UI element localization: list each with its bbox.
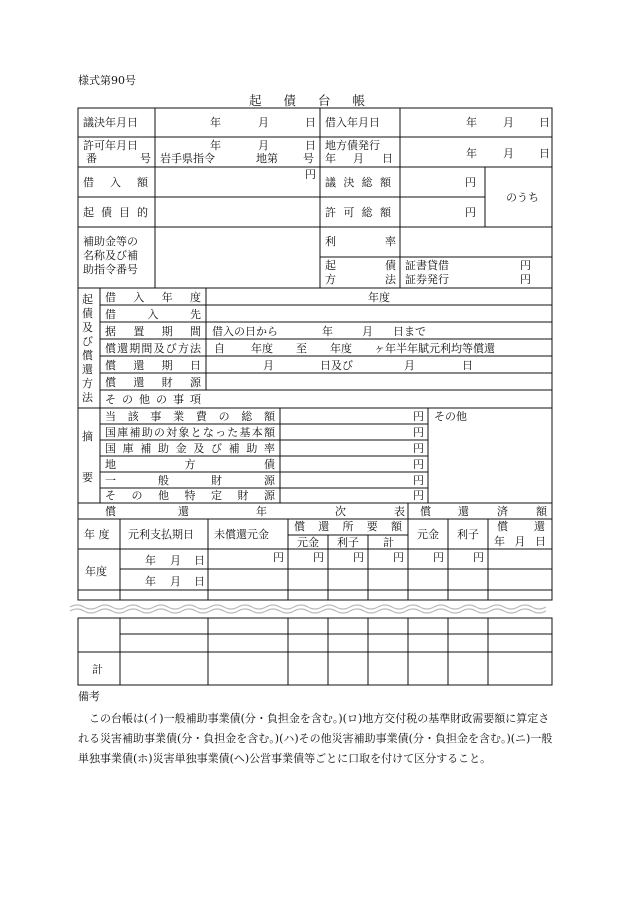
svg-text:表: 表	[394, 505, 405, 518]
svg-text:償: 償	[105, 505, 116, 518]
svg-text:円: 円	[433, 551, 444, 564]
svg-text:年: 年	[466, 147, 477, 160]
resolution-total-label: 議決総額	[325, 176, 391, 189]
svg-text:償: 償	[420, 505, 431, 518]
svg-text:至: 至	[296, 342, 307, 355]
svg-text:号: 号	[303, 152, 314, 165]
svg-text:円: 円	[520, 259, 531, 272]
svg-text:日: 日	[382, 152, 393, 165]
summary-side-label: 摘	[82, 430, 93, 443]
method-row-label: 据 置 期 間	[105, 325, 201, 338]
svg-text:月: 月	[258, 139, 269, 152]
svg-text:円: 円	[313, 551, 324, 564]
svg-text:円: 円	[413, 489, 424, 502]
svg-text:日: 日	[539, 116, 550, 129]
svg-text:利子: 利子	[337, 536, 359, 549]
svg-text:月: 月	[170, 554, 181, 567]
svg-text:円: 円	[273, 551, 284, 564]
svg-text:円: 円	[465, 176, 476, 189]
summary-row-label: 地 方 債	[105, 458, 275, 471]
resolution-date-label: 議決年月日	[83, 116, 138, 129]
svg-text:法: 法	[82, 391, 93, 404]
svg-text:済: 済	[497, 505, 508, 518]
svg-text:年 月 日: 年 月 日	[494, 535, 546, 548]
svg-text:還: 還	[458, 505, 469, 518]
svg-text:円: 円	[413, 458, 424, 471]
svg-text:還: 還	[178, 505, 189, 518]
subsidy-label: 補助金等の	[83, 235, 138, 248]
col-required: 償 還 所 要 額	[294, 520, 402, 533]
svg-text:年: 年	[145, 554, 156, 567]
svg-text:年: 年	[210, 139, 221, 152]
borrow-amount-label: 借 入 額	[83, 176, 148, 189]
svg-text:ヶ年半年賦元利均等償還: ヶ年半年賦元利均等償還	[374, 342, 495, 355]
svg-text:号: 号	[140, 152, 151, 165]
svg-text:借入の日から: 借入の日から	[212, 325, 278, 338]
svg-text:日: 日	[305, 139, 316, 152]
svg-text:円: 円	[520, 273, 531, 286]
col-repaid-principal: 元金	[417, 528, 439, 541]
svg-text:要: 要	[82, 471, 93, 484]
svg-text:び: び	[82, 335, 93, 348]
method-row-label: 償還期間及び方法	[105, 342, 201, 355]
summary-row-label: そ の 他 特 定 財 源	[105, 489, 275, 502]
svg-text:円: 円	[465, 206, 476, 219]
summary-row-label: 一 般 財 源	[105, 474, 275, 487]
svg-text:月: 月	[362, 325, 373, 338]
svg-text:円: 円	[413, 410, 424, 423]
svg-text:年: 年	[466, 116, 477, 129]
permit-date-label: 許可年月日	[83, 139, 138, 152]
svg-text:日: 日	[305, 116, 316, 129]
svg-text:額: 額	[536, 505, 547, 518]
interest-rate-label: 利	[325, 235, 336, 248]
method-row-label: 借 入 年 度	[105, 291, 201, 304]
notes-body: この台帳は(イ)一般補助事業債(分・負担金を含む。)(ロ)地方交付税の基準財政需要額に算定される災害補助事業債(分・負担金を含む。)(ハ)その他災害補助事業債(分・負担金を含む。)(ニ)一般単独事業債(ホ)災害単独事業債(ヘ)公営事業債等ごとに口取を付けて区分すること。	[78, 712, 553, 765]
svg-text:月: 月	[258, 116, 269, 129]
svg-text:月: 月	[170, 575, 181, 588]
method-row-label: 償 還 期 日	[105, 359, 201, 372]
col-repayment: 償 還	[497, 520, 545, 533]
svg-text:起: 起	[82, 293, 93, 306]
bond-method-label: 起	[325, 259, 336, 272]
svg-text:助指令番号: 助指令番号	[83, 263, 138, 276]
svg-text:年: 年	[210, 116, 221, 129]
col-repaid-interest: 利子	[457, 528, 479, 541]
svg-text:円: 円	[413, 474, 424, 487]
svg-text:月: 月	[263, 359, 274, 372]
securities-issue: 証券発行	[405, 273, 449, 286]
svg-text:年: 年	[145, 575, 156, 588]
svg-text:年度: 年度	[330, 342, 352, 355]
svg-text:月: 月	[503, 116, 514, 129]
svg-text:円: 円	[305, 168, 316, 181]
svg-text:還: 還	[82, 363, 93, 376]
method-row-label: 償 還 財 源	[105, 376, 201, 389]
svg-text:方: 方	[325, 273, 336, 286]
svg-text:債: 債	[82, 307, 93, 320]
certificate-loan: 証書貸借	[405, 259, 449, 272]
summary-other: その他	[434, 410, 467, 423]
method-side-label	[82, 292, 94, 404]
svg-text:番: 番	[86, 152, 97, 165]
notes-heading: 備考	[78, 690, 100, 703]
permit-total-label: 許可総額	[325, 206, 391, 219]
svg-text:年: 年	[322, 325, 333, 338]
ledger-title: 起 債 台 帳	[249, 93, 366, 108]
col-fiscal-year: 年 度	[84, 528, 110, 541]
svg-text:月: 月	[503, 147, 514, 160]
purpose-label: 起 債 目 的	[83, 206, 148, 219]
svg-text:年度: 年度	[251, 342, 273, 355]
svg-text:日: 日	[462, 359, 473, 372]
svg-text:方: 方	[82, 377, 93, 390]
method-row-label: そ の 他 の 事 項	[105, 393, 201, 406]
svg-text:年: 年	[325, 152, 336, 165]
svg-text:日及び: 日及び	[320, 359, 353, 372]
summary-row-label: 国庫補助の対象となった基本額	[105, 426, 275, 439]
omission-wave	[70, 605, 546, 609]
svg-text:債: 債	[385, 259, 396, 272]
svg-text:次: 次	[335, 505, 346, 518]
bond-issue-label: 地方債発行	[325, 139, 380, 152]
col-payment-date: 元利支払期日	[128, 528, 194, 541]
svg-text:円: 円	[393, 551, 404, 564]
svg-text:月: 月	[353, 152, 364, 165]
svg-text:円: 円	[413, 442, 424, 455]
iwate-designation: 岩手県指令	[160, 152, 215, 165]
borrow-date-label: 借入年月日	[325, 116, 380, 129]
svg-text:自: 自	[214, 342, 225, 355]
svg-text:日: 日	[194, 554, 205, 567]
col-unpaid-principal: 未償還元金	[214, 528, 269, 541]
svg-text:日: 日	[194, 575, 205, 588]
svg-text:法: 法	[385, 273, 396, 286]
summary-row-label: 国 庫 補 助 金 及 び 補 助 率	[105, 442, 275, 455]
svg-text:率: 率	[385, 235, 396, 248]
svg-text:円: 円	[353, 551, 364, 564]
svg-text:及: 及	[82, 321, 93, 334]
svg-text:年: 年	[256, 505, 267, 518]
method-row-label: 借 入 先	[105, 308, 201, 321]
svg-text:地第: 地第	[256, 152, 278, 165]
total-label: 計	[92, 663, 103, 676]
svg-text:元金: 元金	[297, 536, 319, 549]
svg-text:日まで: 日まで	[393, 325, 426, 338]
schedule-year-label: 年度	[85, 565, 107, 578]
svg-text:償: 償	[82, 349, 93, 362]
svg-text:円: 円	[473, 551, 484, 564]
of-which-label: のうち	[506, 191, 539, 204]
svg-text:月: 月	[404, 359, 415, 372]
svg-text:計: 計	[383, 536, 394, 549]
svg-text:名称及び補: 名称及び補	[83, 249, 138, 262]
schedule-title	[105, 504, 548, 518]
svg-text:円: 円	[413, 426, 424, 439]
form-number: 様式第90号	[78, 74, 136, 87]
svg-text:日: 日	[539, 147, 550, 160]
svg-text:年度: 年度	[368, 291, 390, 304]
omission-wave-2	[70, 609, 546, 613]
summary-row-label: 当 該 事 業 費 の 総 額	[105, 410, 275, 423]
